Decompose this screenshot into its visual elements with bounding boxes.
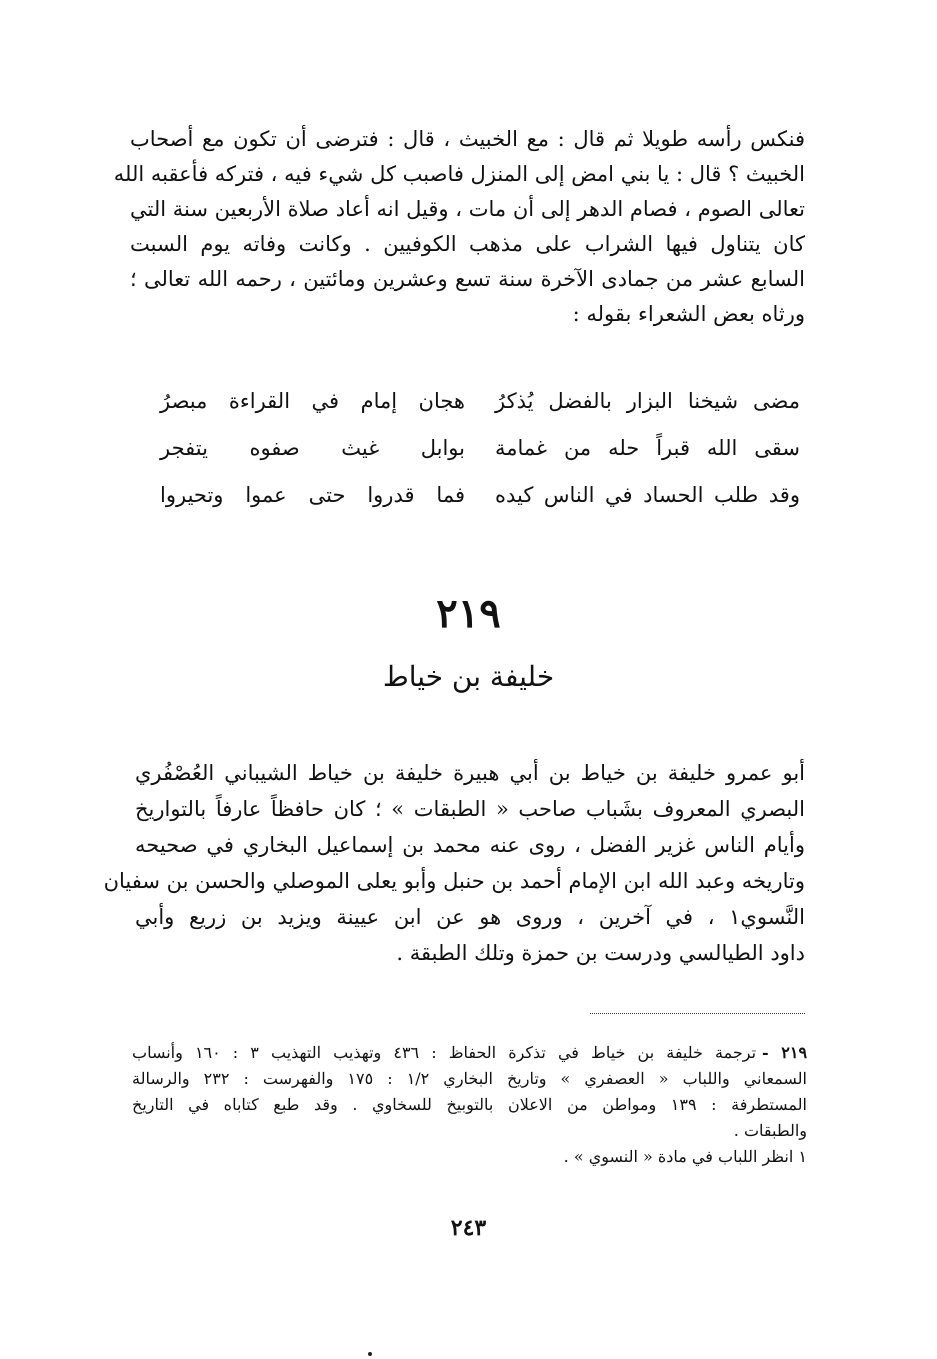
- text-line: فنكس رأسه طويلا ثم قال : مع الخبيث ، قال : فترضى أن تكون مع أصحاب: [130, 127, 805, 151]
- text-line: داود الطيالسي ودرست بن حمزة وتلك الطبقة .: [396, 941, 805, 965]
- footnote-text: ترجمة خليفة بن خياط في تذكرة الحفاظ : ٤٣٦ وتهذيب التهذيب ٣ : ١٦٠ وأنساب: [132, 1043, 757, 1062]
- poem-verse: [160, 472, 800, 519]
- text-line: ورثاه بعض الشعراء بقوله :: [572, 302, 805, 326]
- verse-second-hemistich: فما قدروا حتى عموا وتحيروا: [160, 483, 465, 507]
- verse-first-hemistich: وقد طلب الحساد في الناس كيده: [495, 483, 800, 507]
- footnotes: [132, 1040, 807, 1170]
- entry-number: ٢١٩: [436, 590, 501, 637]
- text-line: وتاريخه وعبد الله ابن الإمام أحمد بن حنبل وأبو يعلى الموصلي والحسن بن سفيان: [103, 869, 805, 893]
- footnote-line: والطبقات .: [733, 1121, 807, 1140]
- text-line: تعالى الصوم ، فصام الدهر إلى أن مات ، وقيل انه أعاد صلاة الأربعين سنة التي: [130, 197, 805, 221]
- poem-verse: [160, 425, 800, 472]
- biography-paragraph: [103, 755, 805, 971]
- text-line: النَّسوي١ ، في آخرين ، وروى هو عن ابن عيينة ويزيد بن زريع وأبي: [135, 905, 805, 929]
- continuation-paragraph: [113, 122, 805, 332]
- footnote-divider: [590, 1013, 805, 1014]
- text-line: وأيام الناس غزير الفضل ، روى عنه محمد بن إسماعيل البخاري في صحيحه: [135, 833, 805, 857]
- entry-title: خليفة بن خياط: [382, 660, 555, 693]
- text-line: السابع عشر من جمادى الآخرة سنة تسع وعشرين ومائتين ، رحمه الله تعالى ؛: [130, 267, 805, 291]
- text-line: الخبيث ؟ قال : يا بني امض إلى المنزل فاصبب كل شيء فيه ، فتركه فأعقبه الله: [113, 162, 805, 186]
- footnote-line: المستطرفة : ١٣٩ ومواطن من الاعلان بالتوبيخ للسخاوي . وقد طبع كتاباه في التاريخ: [132, 1095, 807, 1114]
- footnote-line: [132, 1040, 807, 1066]
- poem-verse: [160, 378, 800, 425]
- scan-speck: [368, 1352, 372, 1356]
- footnote-note-1: ١ انظر اللباب في مادة « النسوي » .: [563, 1147, 807, 1166]
- verse-first-hemistich: مضى شيخنا البزار بالفضل يُذكرُ: [495, 389, 800, 413]
- page-number: ٢٤٣: [450, 1215, 487, 1241]
- text-line: البصري المعروف بشَباب صاحب « الطبقات » ؛ كان حافظاً عارفاً بالتواريخ: [135, 797, 805, 821]
- footnote-line: السمعاني واللباب « العصفري » وتاريخ البخاري ١/٢ : ١٧٥ والفهرست : ٢٣٢ والرسالة: [132, 1069, 808, 1088]
- text-line: أبو عمرو خليفة بن خياط بن أبي هبيرة خليفة بن خياط الشيباني العُصْفُري: [135, 761, 805, 785]
- verse-second-hemistich: هجان إمام في القراءة مبصرُ: [160, 389, 465, 413]
- verse-first-hemistich: سقى الله قبراً حله من غمامة: [495, 436, 800, 460]
- verse-second-hemistich: بوابل غيث صفوه يتفجر: [160, 436, 465, 460]
- footnote-ref-number: ٢١٩ -: [762, 1043, 808, 1062]
- elegy-poem: [160, 378, 800, 519]
- text-line: كان يتناول فيها الشراب على مذهب الكوفيين . وكانت وفاته يوم السبت: [130, 232, 805, 256]
